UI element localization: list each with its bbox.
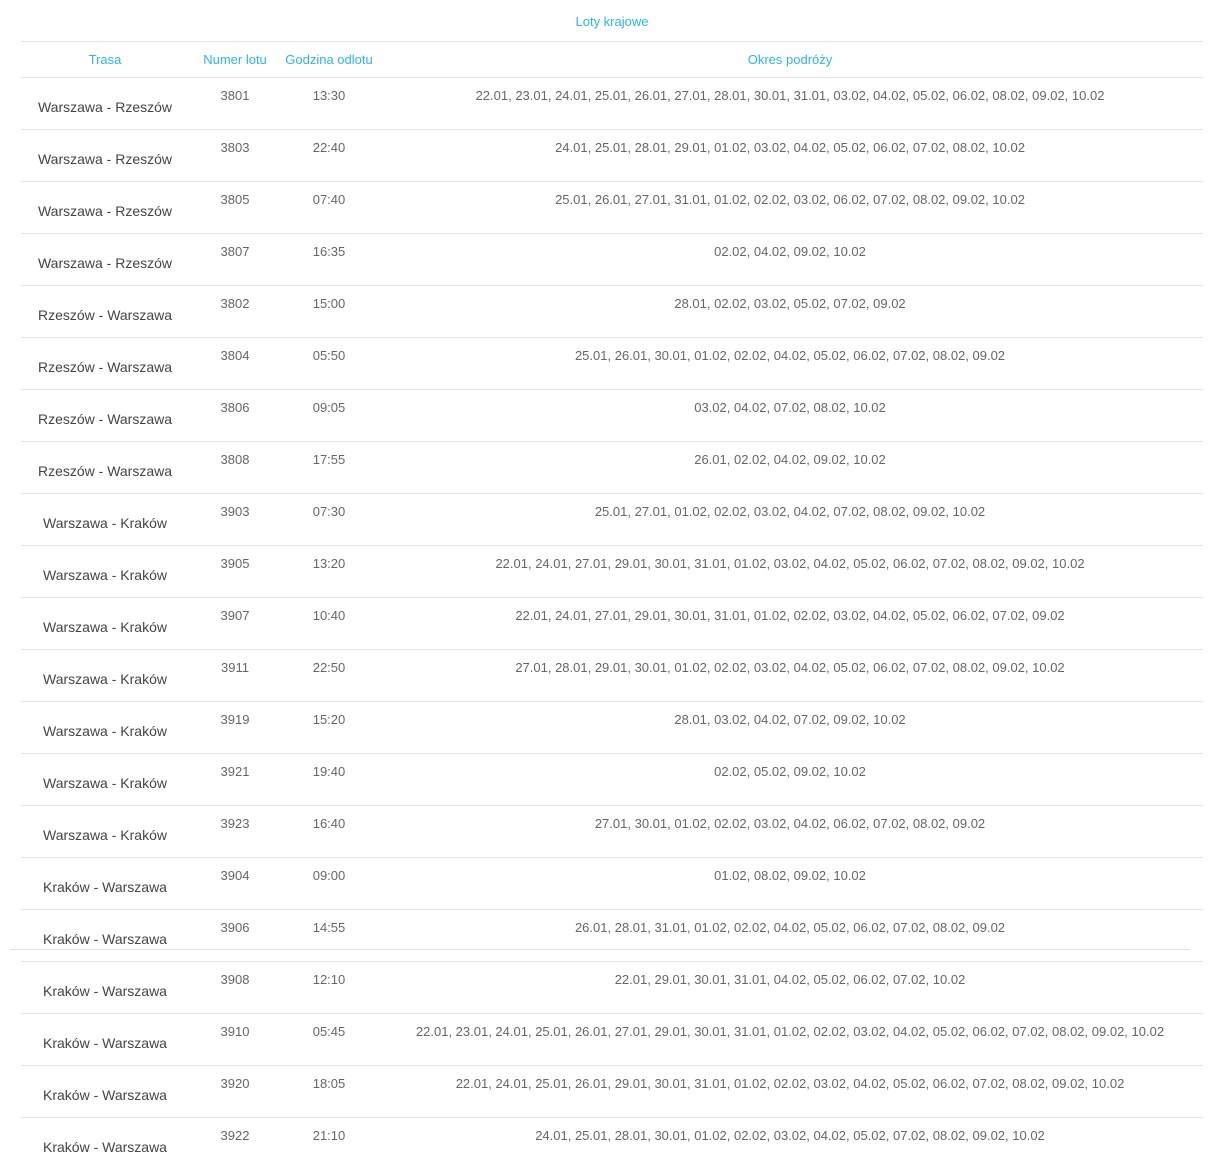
travel-period-cell: 24.01, 25.01, 28.01, 30.01, 01.02, 02.02, 03.02, 04.02, 05.02, 07.02, 08.02, 09.02, 10.02 — [377, 1118, 1203, 1169]
table-row — [21, 858, 1203, 910]
travel-period-cell: 25.01, 26.01, 27.01, 31.01, 01.02, 02.02, 03.02, 06.02, 07.02, 08.02, 09.02, 10.02 — [377, 182, 1203, 234]
route-cell: Kraków - Warszawa — [21, 1118, 189, 1169]
route-cell: Rzeszów - Warszawa — [21, 390, 189, 442]
route-cell: Kraków - Warszawa — [21, 1014, 189, 1066]
flight-number-cell: 3908 — [189, 962, 281, 1014]
route-cell: Warszawa - Rzeszów — [21, 182, 189, 234]
table-row — [21, 650, 1203, 702]
flight-number-cell: 3907 — [189, 598, 281, 650]
flight-number-cell: 3903 — [189, 494, 281, 546]
flight-number-cell: 3808 — [189, 442, 281, 494]
flight-number-cell: 3923 — [189, 806, 281, 858]
travel-period-cell: 22.01, 23.01, 24.01, 25.01, 26.01, 27.01, 28.01, 30.01, 31.01, 03.02, 04.02, 05.02, 06.02, 08.02, 09.02, 10.02 — [377, 78, 1203, 130]
route-cell: Warszawa - Kraków — [21, 598, 189, 650]
route-cell: Warszawa - Kraków — [21, 494, 189, 546]
departure-time-cell: 13:20 — [281, 546, 377, 598]
travel-period-cell: 26.01, 02.02, 04.02, 09.02, 10.02 — [377, 442, 1203, 494]
flight-number-cell: 3904 — [189, 858, 281, 910]
table-row — [21, 494, 1203, 546]
departure-time-cell: 09:00 — [281, 858, 377, 910]
flight-number-cell: 3920 — [189, 1066, 281, 1118]
table-body — [21, 78, 1203, 1169]
flight-number-cell: 3905 — [189, 546, 281, 598]
domestic-flights-table — [21, 42, 1203, 1169]
route-cell: Kraków - Warszawa — [21, 962, 189, 1014]
table-row — [21, 78, 1203, 130]
table-row — [21, 442, 1203, 494]
departure-time-cell: 05:45 — [281, 1014, 377, 1066]
flight-number-cell: 3922 — [189, 1118, 281, 1169]
travel-period-cell: 25.01, 26.01, 30.01, 01.02, 02.02, 04.02, 05.02, 06.02, 07.02, 08.02, 09.02 — [377, 338, 1203, 390]
flight-number-cell: 3802 — [189, 286, 281, 338]
flight-number-cell: 3804 — [189, 338, 281, 390]
departure-time-cell: 22:40 — [281, 130, 377, 182]
departure-time-cell: 15:20 — [281, 702, 377, 754]
departure-time-cell: 09:05 — [281, 390, 377, 442]
route-cell: Warszawa - Kraków — [21, 806, 189, 858]
travel-period-cell: 26.01, 28.01, 31.01, 01.02, 02.02, 04.02, 05.02, 06.02, 07.02, 08.02, 09.02 — [377, 910, 1203, 962]
travel-period-cell: 28.01, 02.02, 03.02, 05.02, 07.02, 09.02 — [377, 286, 1203, 338]
travel-period-cell: 27.01, 28.01, 29.01, 30.01, 01.02, 02.02, 03.02, 04.02, 05.02, 06.02, 07.02, 08.02, 09.02, 10.02 — [377, 650, 1203, 702]
bottom-divider — [10, 949, 1190, 950]
travel-period-cell: 01.02, 08.02, 09.02, 10.02 — [377, 858, 1203, 910]
flight-number-cell: 3806 — [189, 390, 281, 442]
route-cell: Warszawa - Kraków — [21, 754, 189, 806]
departure-time-cell: 05:50 — [281, 338, 377, 390]
table-caption: Loty krajowe — [21, 0, 1203, 42]
travel-period-cell: 03.02, 04.02, 07.02, 08.02, 10.02 — [377, 390, 1203, 442]
route-cell: Rzeszów - Warszawa — [21, 442, 189, 494]
route-cell: Warszawa - Rzeszów — [21, 78, 189, 130]
travel-period-cell: 22.01, 23.01, 24.01, 25.01, 26.01, 27.01, 29.01, 30.01, 31.01, 01.02, 02.02, 03.02, 04.02, 05.02, 06.02, 07.02, 08.02, 09.02, 10.02 — [377, 1014, 1203, 1066]
route-cell: Kraków - Warszawa — [21, 858, 189, 910]
travel-period-cell: 22.01, 24.01, 25.01, 26.01, 29.01, 30.01, 31.01, 01.02, 02.02, 03.02, 04.02, 05.02, 06.02, 07.02, 08.02, 09.02, 10.02 — [377, 1066, 1203, 1118]
table-row — [21, 1014, 1203, 1066]
flight-number-cell: 3906 — [189, 910, 281, 962]
flight-number-cell: 3801 — [189, 78, 281, 130]
flight-number-cell: 3919 — [189, 702, 281, 754]
travel-period-cell: 02.02, 05.02, 09.02, 10.02 — [377, 754, 1203, 806]
table-row — [21, 1118, 1203, 1169]
departure-time-cell: 16:40 — [281, 806, 377, 858]
departure-time-cell: 13:30 — [281, 78, 377, 130]
flight-number-cell: 3807 — [189, 234, 281, 286]
route-cell: Warszawa - Rzeszów — [21, 130, 189, 182]
table-row — [21, 130, 1203, 182]
route-cell: Warszawa - Kraków — [21, 650, 189, 702]
route-cell: Rzeszów - Warszawa — [21, 338, 189, 390]
table-row — [21, 598, 1203, 650]
header-travel-period: Okres podróży — [377, 42, 1203, 78]
departure-time-cell: 17:55 — [281, 442, 377, 494]
route-cell: Warszawa - Kraków — [21, 546, 189, 598]
table-row — [21, 182, 1203, 234]
table-row — [21, 806, 1203, 858]
table-row — [21, 286, 1203, 338]
route-cell: Warszawa - Kraków — [21, 702, 189, 754]
travel-period-cell: 02.02, 04.02, 09.02, 10.02 — [377, 234, 1203, 286]
table-row — [21, 234, 1203, 286]
route-cell: Kraków - Warszawa — [21, 910, 189, 962]
departure-time-cell: 14:55 — [281, 910, 377, 962]
header-departure-time: Godzina odlotu — [281, 42, 377, 78]
travel-period-cell: 22.01, 24.01, 27.01, 29.01, 30.01, 31.01, 01.02, 02.02, 03.02, 04.02, 05.02, 06.02, 07.02, 09.02 — [377, 598, 1203, 650]
table-row — [21, 754, 1203, 806]
departure-time-cell: 22:50 — [281, 650, 377, 702]
travel-period-cell: 22.01, 29.01, 30.01, 31.01, 04.02, 05.02, 06.02, 07.02, 10.02 — [377, 962, 1203, 1014]
departure-time-cell: 07:30 — [281, 494, 377, 546]
route-cell: Rzeszów - Warszawa — [21, 286, 189, 338]
departure-time-cell: 07:40 — [281, 182, 377, 234]
route-cell: Kraków - Warszawa — [21, 1066, 189, 1118]
departure-time-cell: 15:00 — [281, 286, 377, 338]
table-row — [21, 702, 1203, 754]
departure-time-cell: 16:35 — [281, 234, 377, 286]
flight-number-cell: 3911 — [189, 650, 281, 702]
table-row — [21, 910, 1203, 962]
table-row — [21, 546, 1203, 598]
travel-period-cell: 28.01, 03.02, 04.02, 07.02, 09.02, 10.02 — [377, 702, 1203, 754]
departure-time-cell: 10:40 — [281, 598, 377, 650]
flight-number-cell: 3805 — [189, 182, 281, 234]
table-row — [21, 338, 1203, 390]
flight-number-cell: 3921 — [189, 754, 281, 806]
table-row — [21, 962, 1203, 1014]
header-route: Trasa — [21, 42, 189, 78]
flight-number-cell: 3803 — [189, 130, 281, 182]
travel-period-cell: 24.01, 25.01, 28.01, 29.01, 01.02, 03.02, 04.02, 05.02, 06.02, 07.02, 08.02, 10.02 — [377, 130, 1203, 182]
header-row — [21, 42, 1203, 78]
flights-table-container — [21, 0, 1203, 1169]
departure-time-cell: 21:10 — [281, 1118, 377, 1169]
table-row — [21, 390, 1203, 442]
departure-time-cell: 19:40 — [281, 754, 377, 806]
travel-period-cell: 27.01, 30.01, 01.02, 02.02, 03.02, 04.02, 06.02, 07.02, 08.02, 09.02 — [377, 806, 1203, 858]
table-row — [21, 1066, 1203, 1118]
flight-number-cell: 3910 — [189, 1014, 281, 1066]
departure-time-cell: 18:05 — [281, 1066, 377, 1118]
travel-period-cell: 25.01, 27.01, 01.02, 02.02, 03.02, 04.02, 07.02, 08.02, 09.02, 10.02 — [377, 494, 1203, 546]
route-cell: Warszawa - Rzeszów — [21, 234, 189, 286]
travel-period-cell: 22.01, 24.01, 27.01, 29.01, 30.01, 31.01, 01.02, 03.02, 04.02, 05.02, 06.02, 07.02, 08.02, 09.02, 10.02 — [377, 546, 1203, 598]
header-flight-number: Numer lotu — [189, 42, 281, 78]
table-header — [21, 42, 1203, 78]
departure-time-cell: 12:10 — [281, 962, 377, 1014]
